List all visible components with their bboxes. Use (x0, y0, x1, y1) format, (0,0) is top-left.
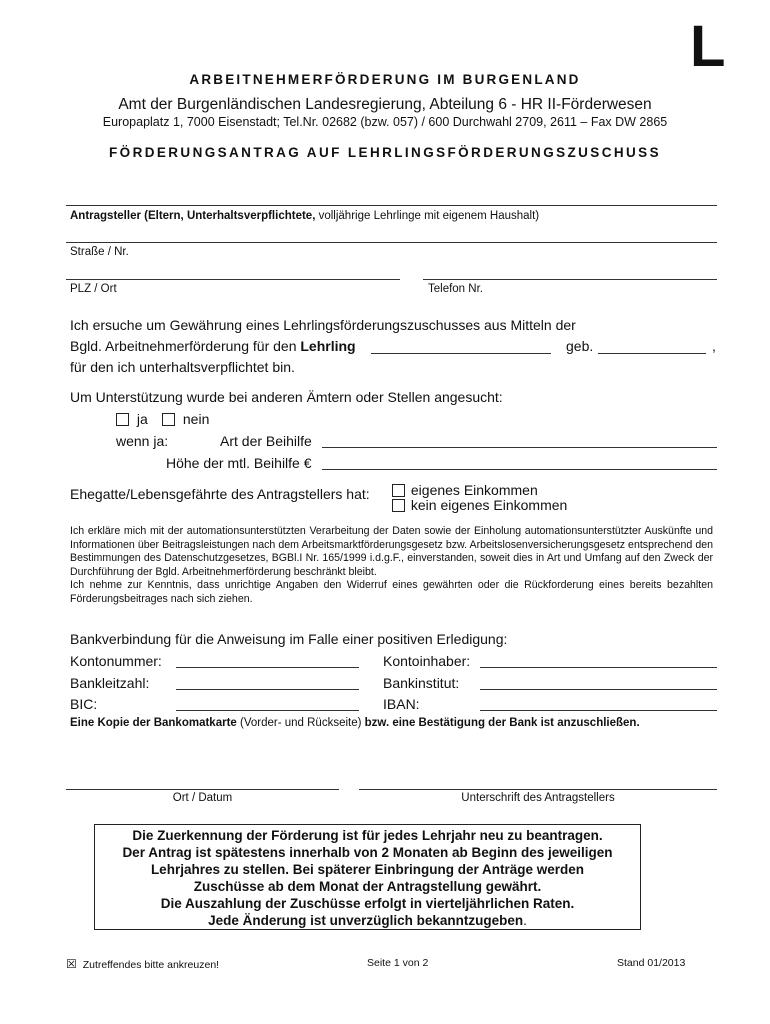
own-income-label: eigenes Einkommen (410, 482, 538, 498)
notice-box (94, 824, 641, 930)
support-yes-option[interactable] (116, 411, 148, 427)
support-yes-label: ja (136, 411, 148, 427)
notice-line-6-end: . (523, 913, 527, 928)
request-line-2-start: Bgld. Arbeitnehmerförderung für den (70, 338, 301, 354)
plz-label: PLZ / Ort (70, 283, 117, 295)
bank-code-label: Bankleitzahl: (70, 675, 150, 691)
bic-line[interactable] (176, 710, 359, 711)
support-no-checkbox[interactable] (162, 413, 175, 426)
applicant-label (70, 210, 539, 222)
place-date-label: Ort / Datum (172, 792, 233, 804)
own-income-option[interactable] (392, 482, 538, 498)
own-income-checkbox[interactable] (392, 484, 405, 497)
authority-address: Europaplatz 1, 7000 Eisenstadt; Tel.Nr. 02682 (bzw. 057) / 600 Durchwahl 2709, 2611 – Fax DW 2865 (102, 115, 668, 129)
account-holder-label: Kontoinhaber: (383, 653, 471, 669)
support-amount-line[interactable] (322, 469, 717, 470)
account-holder-line[interactable] (480, 667, 717, 668)
checked-box-icon: ☒ (66, 957, 77, 971)
applicant-label-bold: Antragsteller (Eltern, Unterhaltsverpflichtete, (70, 210, 316, 222)
comma: , (712, 338, 716, 354)
support-no-option[interactable] (162, 411, 209, 427)
notice-line-4: Zuschüsse ab dem Monat der Antragstellung gewährt. (193, 879, 542, 894)
support-type-label: Art der Beihilfe (220, 433, 312, 449)
no-income-label: kein eigenes Einkommen (410, 497, 568, 513)
bank-copy-bold-2: bzw. eine Bestätigung der Bank ist anzuschließen. (364, 717, 640, 729)
support-type-line[interactable] (322, 447, 717, 448)
notice-line-6-bold: Jede Änderung ist unverzüglich bekanntzugeben (208, 913, 524, 928)
iban-label: IBAN: (383, 696, 420, 712)
bank-heading: Bankverbindung für die Anweisung im Falle einer positiven Erledigung: (70, 631, 508, 647)
bank-code-line[interactable] (176, 689, 359, 690)
applicant-label-rest: volljährige Lehrlinge mit eigenem Haushalt) (315, 210, 540, 222)
consent-paragraph-2: Ich nehme zur Kenntnis, dass unrichtige Angaben den Widerruf eines gewährten oder die Rückforderung eines bereits bezahlten Förderungsbeitrages nach sich ziehen. (70, 579, 713, 605)
notice-line-2: Der Antrag ist spätestens innerhalb von 2 Monaten ab Beginn des jeweiligen (122, 845, 613, 860)
notice-line-6 (95, 912, 640, 929)
bank-copy-note (70, 717, 640, 729)
phone-line[interactable] (423, 279, 717, 280)
divider-top (66, 205, 717, 206)
no-income-checkbox[interactable] (392, 499, 405, 512)
street-line[interactable] (66, 242, 717, 243)
if-yes-label: wenn ja: (116, 433, 169, 449)
support-amount-label: Höhe der mtl. Beihilfe € (166, 455, 312, 471)
form-title: FÖRDERUNGSANTRAG AUF LEHRLINGSFÖRDERUNGSZUSCHUSS (109, 145, 661, 160)
bic-label: BIC: (70, 696, 98, 712)
consent-text (70, 525, 713, 606)
plz-line[interactable] (66, 279, 400, 280)
notice-line-5: Die Auszahlung der Zuschüsse erfolgt in vierteljährlichen Raten. (160, 896, 575, 911)
request-line-3: für den ich unterhaltsverpflichtet bin. (70, 359, 295, 375)
account-number-line[interactable] (176, 667, 359, 668)
support-question: Um Unterstützung wurde bei anderen Ämtern oder Stellen angesucht: (70, 389, 503, 405)
bank-institute-line[interactable] (480, 689, 717, 690)
consent-paragraph-1: Ich erkläre mich mit der automationsunterstützten Verarbeitung der Daten sowie der Einholung automationsunterstützter Auskünfte und Informationen über Beitragsleistungen nach dem Arbeitsmarktförderungsgesetz bzw. Arbeitslosenversicherungsgesetz entsprechend den Bestimmungen des Datenschutzgesetzes, BGBl.I Nr. 165/1999 i.d.g.F., einverstanden, soweit dies in Art und Umfang auf den Zweck der Durchführung der Bgld. Arbeitnehmerförderung beschränkt bleibt. (70, 525, 713, 578)
account-number-label: Kontonummer: (70, 653, 162, 669)
apprentice-name-line[interactable] (371, 353, 551, 354)
signature-line[interactable] (359, 789, 717, 790)
page-number: Seite 1 von 2 (367, 957, 429, 969)
form-version: Stand 01/2013 (617, 957, 686, 969)
street-label: Straße / Nr. (70, 246, 129, 258)
apprentice-label: Lehrling (300, 338, 356, 354)
support-yes-checkbox[interactable] (116, 413, 129, 426)
iban-line[interactable] (480, 710, 717, 711)
form-letter: L (690, 14, 726, 79)
signature-label: Unterschrift des Antragstellers (461, 792, 615, 804)
birthdate-line[interactable] (598, 353, 706, 354)
check-hint (66, 957, 219, 971)
no-income-option[interactable] (392, 497, 567, 513)
spouse-label: Ehegatte/Lebensgefährte des Antragstellers hat: (70, 486, 370, 502)
request-line-2 (70, 338, 356, 354)
notice-line-3: Lehrjahres zu stellen. Bei späterer Einbringung der Anträge werden (150, 862, 585, 877)
support-no-label: nein (182, 411, 210, 427)
check-hint-label: Zutreffendes bitte ankreuzen! (82, 959, 220, 971)
bank-institute-label: Bankinstitut: (383, 675, 460, 691)
phone-label: Telefon Nr. (428, 283, 483, 295)
authority-name: Amt der Burgenländischen Landesregierung, Abteilung 6 - HR II-Förderwesen (118, 96, 652, 113)
born-label: geb. (566, 338, 594, 354)
place-date-line[interactable] (66, 789, 339, 790)
request-line-1: Ich ersuche um Gewährung eines Lehrlingsförderungszuschusses aus Mitteln der (70, 317, 576, 333)
notice-line-1: Die Zuerkennung der Förderung ist für jedes Lehrjahr neu zu beantragen. (132, 828, 603, 843)
bank-copy-bold-1: Eine Kopie der Bankomatkarte (70, 717, 237, 729)
program-title: ARBEITNEHMERFÖRDERUNG IM BURGENLAND (189, 72, 581, 87)
bank-copy-normal: (Vorder- und Rückseite) (236, 717, 365, 729)
